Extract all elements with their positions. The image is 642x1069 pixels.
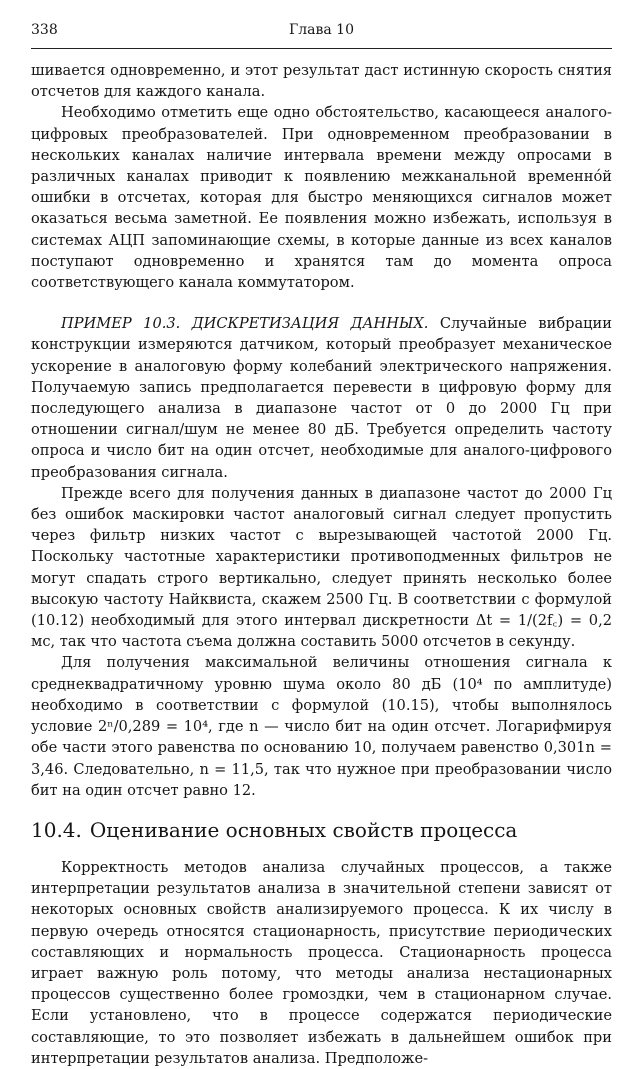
example-text: Случайные вибрации конструкции измеряются датчиком, который преобразует механическое ускорение в аналоговую форму колебаний электрического напряжения. Получаемую запись предполагается перевести в цифровую форму для последующего анализа в диапазоне частот от 0 до 2000 Гц при отношении сигнал/шум не менее 80 дБ. Требуется определить частоту опроса и число бит на один отсчет, необходимые для аналого-цифрового преобразования сигнала. [31,315,612,481]
spacer [31,293,612,313]
paragraph-process-properties: Корректность методов анализа случайных процессов, а также интерпретации результатов анализа в значительной степени зависят от некоторых основных свойств анализируемого процесса. К их числу в первую очередь относятся стационарность, присутствие периодических составляющих и нормальность процесса. Стационарность процесса играет важную роль потому, что методы анализа нестационарных процессов существенно более громоздки, чем в стационарном случае. Если установлено, что в процессе содержатся периодические составляющие, то это позволяет избежать в дальнейшем ошибок при интерпретации результатов анализа. Предположе- [31,858,612,1067]
section-title: Оценивание основных свойств процесса [89,817,518,842]
section-heading [31,817,612,843]
running-title: Глава 10 [288,22,354,38]
paragraph-continuation: шивается одновременно, и этот результат даст истинную скорость снятия отсчетов для каждого канала. [31,62,612,101]
paragraph-sampling-rate: Прежде всего для получения данных в диапазоне частот до 2000 Гц без ошибок маскировки частот аналоговый сигнал следует пропустить через фильтр низких частот с вырезывающей частотой 2000 Гц. Поскольку частотные характеристики противоподменных фильтров не могут спадать строго вертикально, следует принять несколько более высокую частоту Найквиста, скажем 2500 Гц. В соответствии с формулой (10.12) необходимый для этого интервал дискретности Δt = 1/(2f꜀) = 0,2 мс, так что частота съема должна составить 5000 отсчетов в секунду. [31,484,612,651]
example-title: ПРИМЕР 10.3. ДИСКРЕТИЗАЦИЯ ДАННЫХ. [61,315,429,333]
page-body [31,60,612,1069]
page-header [31,18,612,49]
section-number: 10.4. [31,817,82,842]
paragraph-example [31,313,612,483]
page-number: 338 [31,22,58,38]
paragraph-bits-per-sample: Для получения максимальной величины отношения сигнала к среднеквадратичному уровню шума около 80 дБ (10⁴ по амплитуде) необходимо в соответствии с формулой (10.15), чтобы выполнялось условие 2ⁿ/0,289 = 10⁴, где n — число бит на один отсчет. Логарифмируя обе части этого равенства по основанию 10, получаем равенство 0,301n = 3,46. Следовательно, n = 11,5, так что нужное при преобразовании число бит на один отсчет равно 12. [31,654,612,799]
paragraph-adc-errors: Необходимо отметить еще одно обстоятельство, касающееся аналого-цифровых преобразователей. При одновременном преобразовании в нескольких каналах наличие интервала времени между опросами в различных каналах приводит к появлению межканальной временнóй ошибки в отсчетах, которая для быстро меняющихся сигналов может оказаться весьма заметной. Ее появления можно избежать, используя в системах АЦП запоминающие схемы, в которые данные из всех каналов поступают одновременно и хранятся там до момента опроса соответствующего канала коммутатором. [31,104,612,292]
